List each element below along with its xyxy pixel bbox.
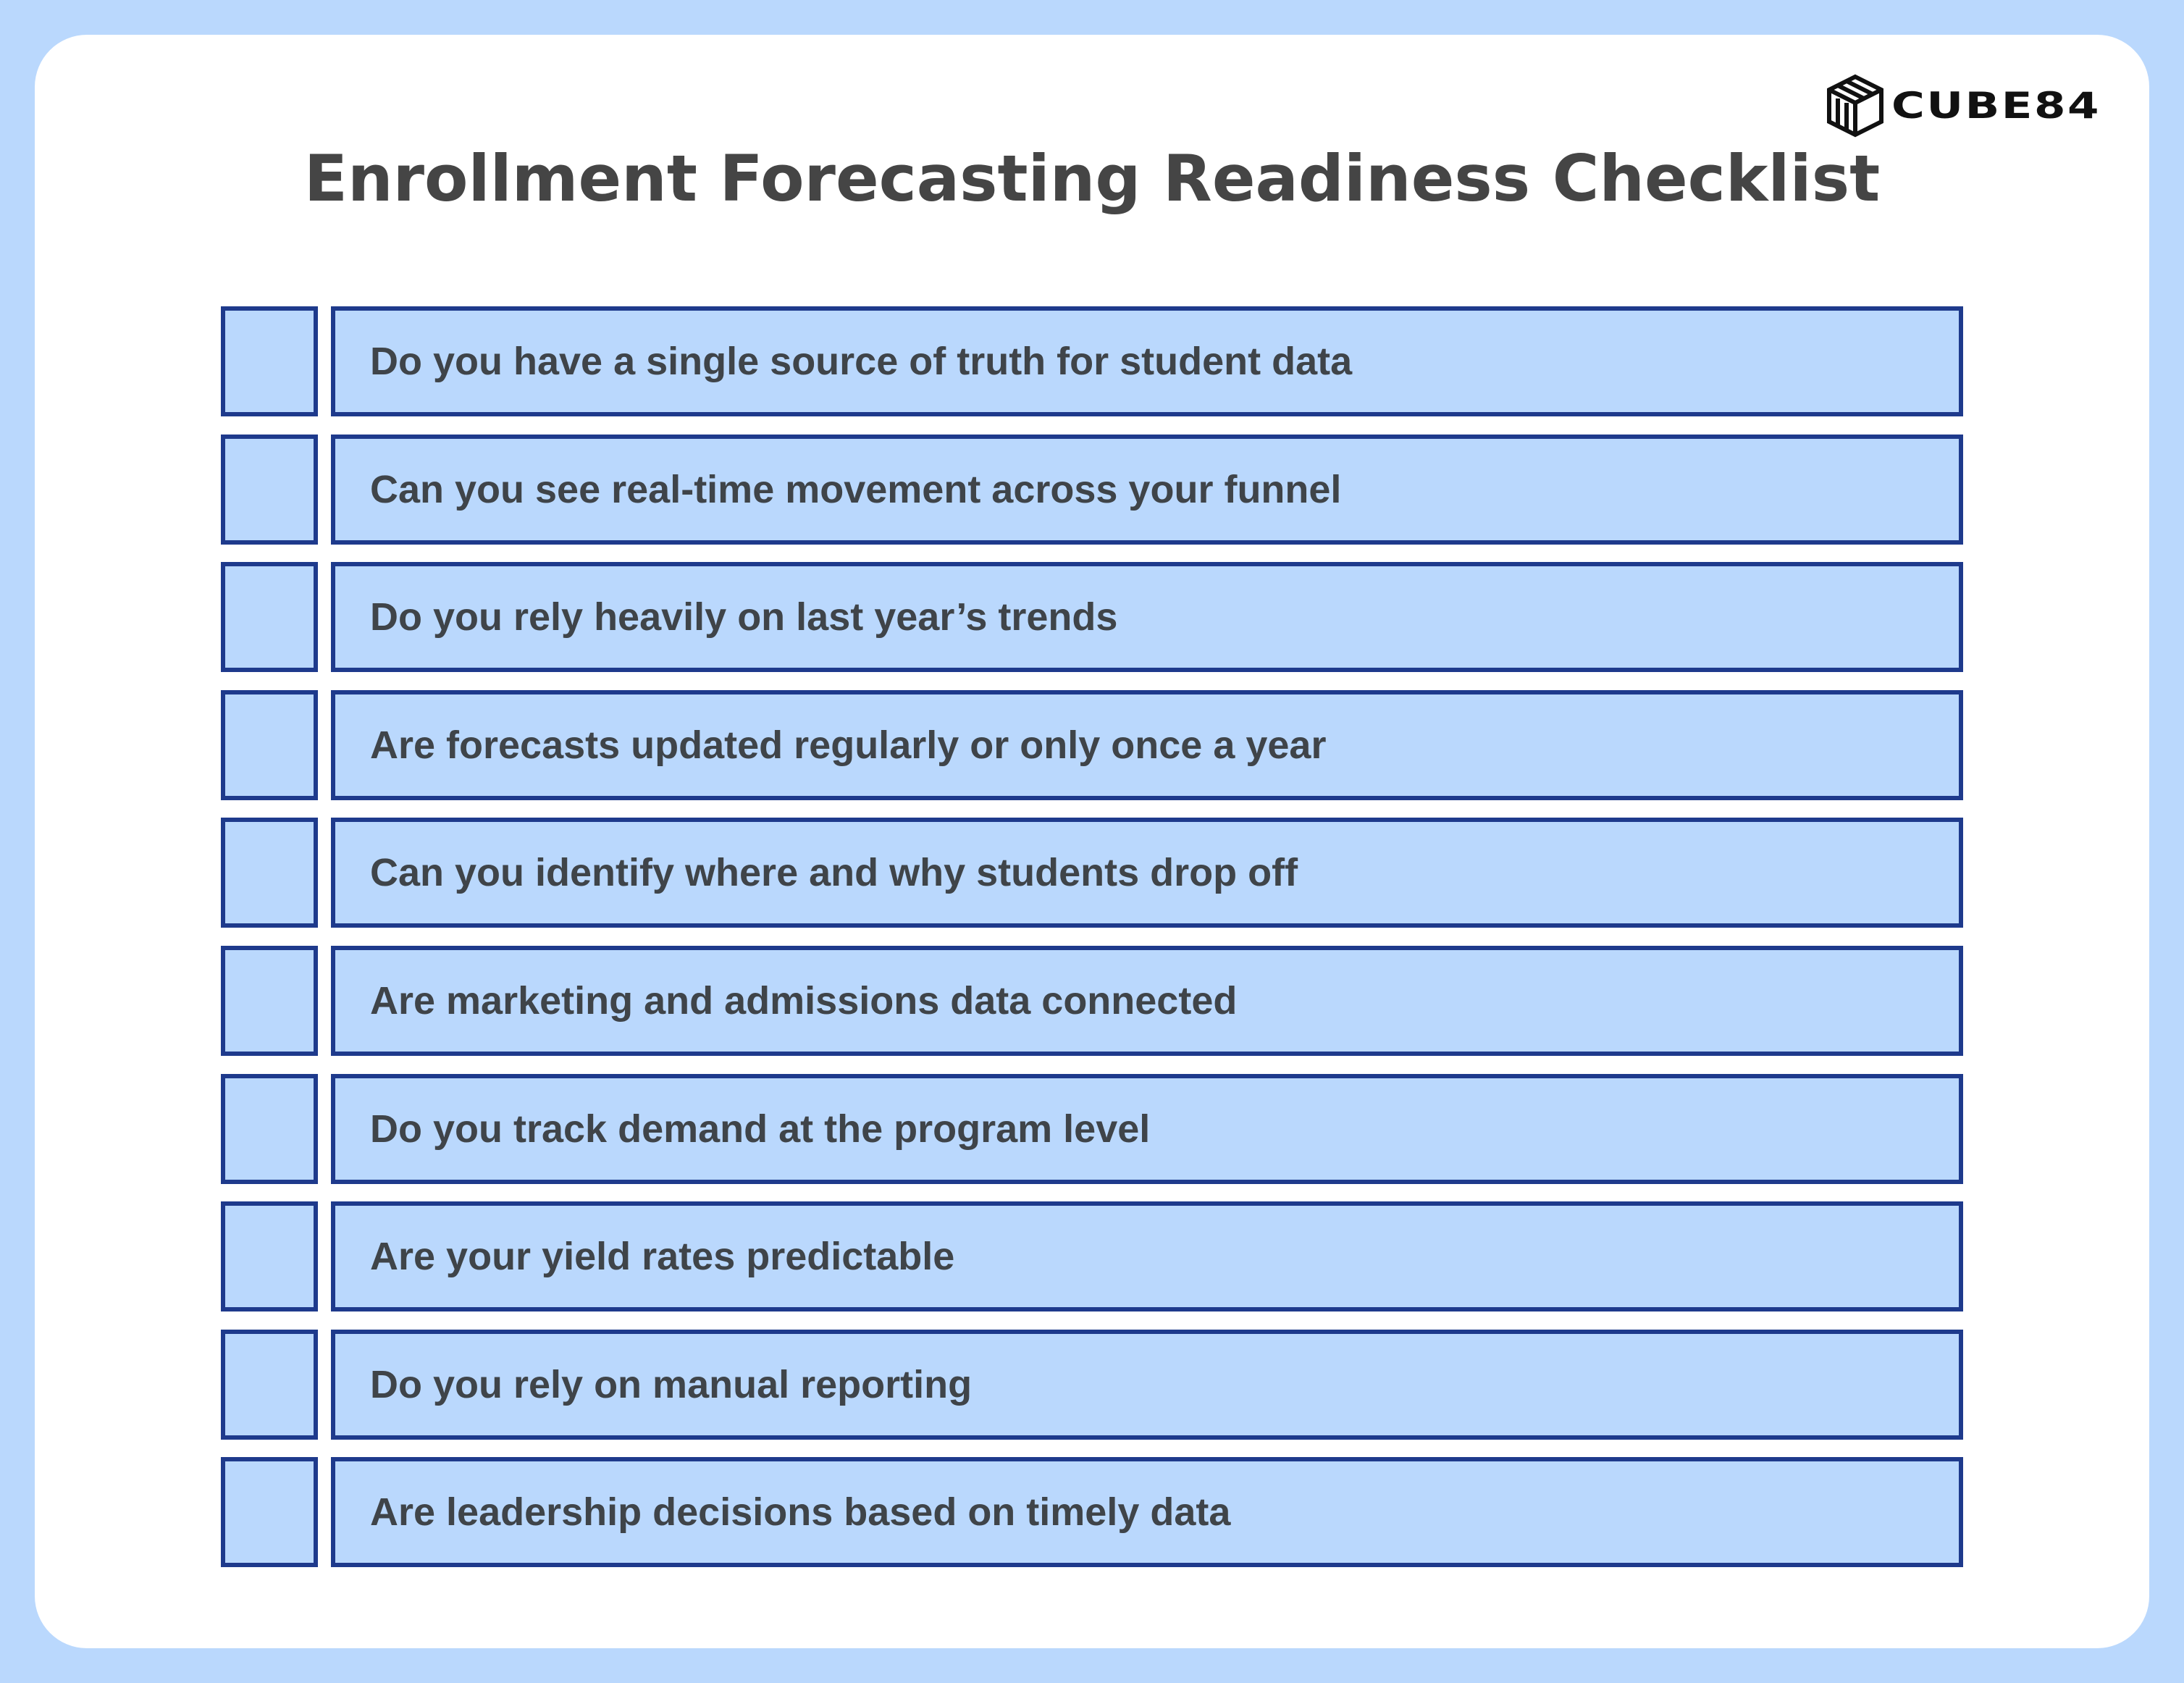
checklist-item-label-box	[331, 306, 1963, 416]
checkbox[interactable]	[221, 1457, 318, 1567]
checklist-item-label-box	[331, 562, 1963, 672]
checkbox[interactable]	[221, 306, 318, 416]
checklist-item-label-box	[331, 1201, 1963, 1311]
checklist-item	[221, 1330, 1963, 1440]
checkbox[interactable]	[221, 562, 318, 672]
checklist-item	[221, 946, 1963, 1056]
checkbox[interactable]	[221, 1330, 318, 1440]
checklist-item-label: Can you identify where and why students drop off	[370, 851, 1298, 895]
readiness-checklist	[221, 306, 1963, 1585]
checklist-item	[221, 818, 1963, 928]
checklist-item-label: Do you rely on manual reporting	[370, 1362, 973, 1406]
checklist-item-label: Can you see real-time movement across your funnel	[370, 467, 1342, 511]
checkbox[interactable]	[221, 435, 318, 545]
checklist-item-label: Do you track demand at the program level	[370, 1107, 1151, 1151]
checklist-item-label: Are your yield rates predictable	[370, 1235, 955, 1279]
checklist-item-label: Are marketing and admissions data connected	[370, 978, 1238, 1023]
checklist-item	[221, 435, 1963, 545]
checkbox[interactable]	[221, 946, 318, 1056]
checklist-item-label-box	[331, 818, 1963, 928]
checklist-item	[221, 562, 1963, 672]
checklist-item-label-box	[331, 435, 1963, 545]
checkbox[interactable]	[221, 690, 318, 800]
checklist-item-label: Are leadership decisions based on timely data	[370, 1490, 1231, 1535]
checklist-item-label-box	[331, 946, 1963, 1056]
checklist-item	[221, 1074, 1963, 1184]
checklist-item	[221, 690, 1963, 800]
checklist-item-label-box	[331, 690, 1963, 800]
checklist-item	[221, 1457, 1963, 1567]
checklist-item-label: Are forecasts updated regularly or only once a year	[370, 723, 1327, 767]
checklist-item-label-box	[331, 1330, 1963, 1440]
checklist-item	[221, 1201, 1963, 1311]
brand-name: CUBE84	[1891, 85, 2101, 127]
checklist-item-label: Do you have a single source of truth for student data	[370, 340, 1353, 383]
checklist-item-label-box	[331, 1074, 1963, 1184]
brand-logo	[1826, 74, 2101, 138]
checkbox[interactable]	[221, 1074, 318, 1184]
checklist-item-label: Do you rely heavily on last year’s trends	[370, 595, 1118, 639]
checklist-item	[221, 306, 1963, 416]
checklist-item-label-box	[331, 1457, 1963, 1567]
checkbox[interactable]	[221, 818, 318, 928]
cube-logo-icon	[1826, 74, 1884, 138]
checkbox[interactable]	[221, 1201, 318, 1311]
page-title: Enrollment Forecasting Readiness Checklist	[303, 141, 1881, 216]
